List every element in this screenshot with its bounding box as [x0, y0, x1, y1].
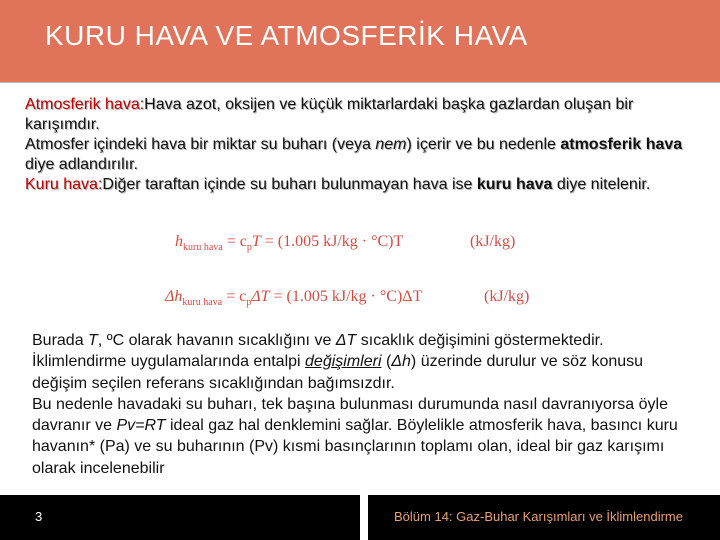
eq2-T: ΔT: [251, 288, 270, 305]
body-p3-a: Bu nedenle havadaki su buharı, tek başına bulunması durumunda nasıl davranıyorsa öyle davranır ve: [32, 395, 668, 435]
eq1-rhs-sub: p: [246, 242, 252, 254]
body-p2-a: İklimlendirme uygulamalarında entalpi: [32, 353, 306, 371]
eq2-rhs-sub: p: [246, 297, 252, 309]
eq1-lhs: h: [175, 233, 183, 250]
eq2-rhs: = c: [222, 288, 247, 305]
footer-divider: [360, 495, 368, 540]
eq1-rhs: = c: [222, 233, 247, 250]
body-p1-T: T: [88, 332, 98, 349]
slide-header: [0, 0, 720, 83]
eq2-lhs-sub: kuru hava: [182, 297, 223, 309]
intro-text: [25, 95, 695, 195]
body-p2-b: (: [381, 353, 392, 371]
body-text: [32, 330, 702, 479]
equation-enthalpy-change: [165, 288, 422, 308]
body-p1-c: sıcaklık değişimini göstermektedir.: [356, 332, 604, 349]
body-p3-b: ideal gaz hal denklemini sağlar. Böylelikle atmosferik hava, basıncı kuru havanın* (Pa) ve su buharının (Pv) kısmi basınçlarının toplamı olan, ideal bir gaz karışımı olarak incelenebilir: [32, 417, 678, 477]
eq1-lhs-sub: kuru hava: [183, 242, 223, 254]
eq2-rest: = (1.005 kJ/kg · °C)ΔT: [269, 288, 423, 305]
intro-line2-c: diye adlandırılır.: [25, 156, 138, 173]
body-p2-dh: Δh: [391, 353, 411, 371]
equation-enthalpy-change-unit: (kJ/kg): [484, 288, 530, 305]
equation-enthalpy-unit: (kJ/kg): [470, 233, 516, 250]
def-kuru-hava-bold: kuru hava: [476, 176, 553, 193]
def-kuru-hava-a: Diğer taraftan içinde su buharı bulunmayan hava ise: [102, 176, 477, 193]
def-kuru-hava-b: diye nitelenir.: [552, 176, 651, 193]
slide-footer: [0, 495, 720, 540]
def-atmosferik-hava: Hava azot, oksijen ve küçük miktarlardaki başka gazlardan oluşan bir karışımdır.: [25, 96, 634, 133]
body-p3-eq: Pv=RT: [116, 417, 166, 435]
slide-title: KURU HAVA VE ATMOSFERİK HAVA: [45, 20, 528, 51]
eq1-rest: = (1.005 kJ/kg · °C)T: [260, 233, 404, 250]
eq1-T: T: [251, 233, 261, 250]
body-p1-dT: ΔT: [335, 332, 357, 349]
eq2-lhs: Δh: [165, 288, 183, 305]
body-p2-c: ) üzerinde durulur ve söz konusu değişim seçilen referans sıcaklığından bağımsızdır.: [32, 353, 644, 392]
intro-nem: nem: [375, 136, 407, 153]
term-kuru-hava: Kuru hava:: [25, 176, 103, 193]
intro-atmosferik-bold: atmosferik hava: [560, 136, 683, 153]
slide-number: 3: [35, 509, 43, 524]
footer-chapter-title: Bölüm 14: Gaz-Buhar Karışımları ve İklimlendirme: [394, 509, 683, 524]
term-atmosferik-hava: Atmosferik hava:: [25, 96, 145, 113]
equation-enthalpy: [175, 233, 403, 253]
body-p1-a: Burada: [32, 332, 89, 349]
intro-line2-b: ) içerir ve bu nedenle: [406, 136, 561, 153]
intro-line2-a: Atmosfer içindeki hava bir miktar su buharı (veya: [25, 136, 376, 153]
body-p2-em: değişimleri: [305, 353, 382, 371]
body-p1-b: , ºC olarak havanın sıcaklığını ve: [97, 332, 336, 349]
